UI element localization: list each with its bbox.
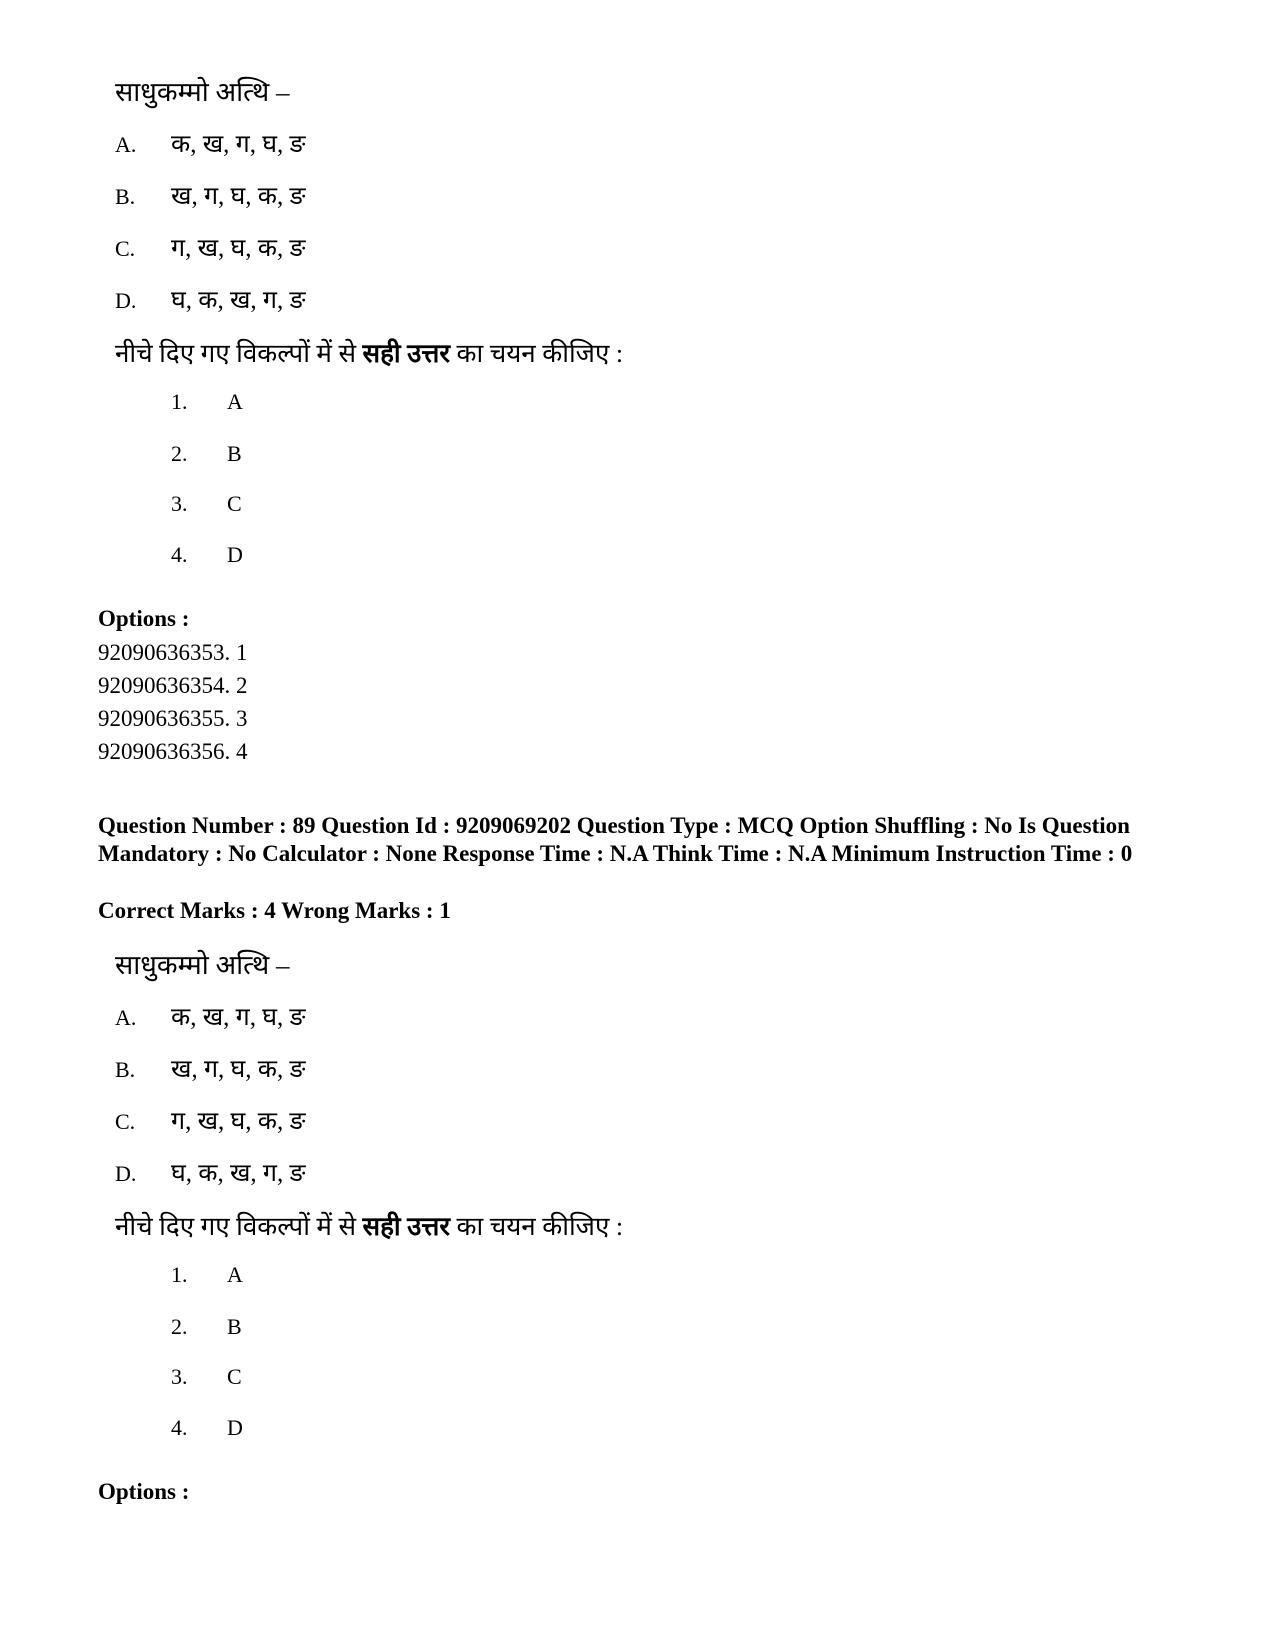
instruction-text: नीचे दिए गए विकल्पों में से सही उत्तर का चयन कीजिए : (115, 1212, 624, 1241)
answer-choice-4: 4. D (171, 1415, 243, 1440)
answer-choice-3: 3. C (171, 1364, 242, 1389)
question-stem: साधुकम्मो अत्थि – (115, 950, 290, 980)
option-id-3: 92090636355. 3 (98, 706, 248, 731)
sequence-option-c: C. ग, ख, घ, क, ङ (115, 1108, 306, 1135)
answer-choice-1: 1. A (171, 389, 243, 414)
sequence-option-d: D. घ, क, ख, ग, ङ (115, 1160, 306, 1187)
marks-info: Correct Marks : 4 Wrong Marks : 1 (98, 898, 451, 923)
answer-choice-2: 2. B (171, 1314, 242, 1339)
answer-choice-1: 1. A (171, 1262, 243, 1287)
answer-choice-4: 4. D (171, 542, 243, 567)
sequence-option-c: C. ग, ख, घ, क, ङ (115, 235, 306, 262)
sequence-option-a: A. क, ख, ग, घ, ङ (115, 131, 306, 158)
option-id-4: 92090636356. 4 (98, 739, 248, 764)
question-stem: साधुकम्मो अत्थि – (115, 77, 290, 107)
options-heading: Options : (98, 606, 190, 631)
instruction-text: नीचे दिए गए विकल्पों में से सही उत्तर का चयन कीजिए : (115, 339, 624, 368)
option-id-2: 92090636354. 2 (98, 673, 248, 698)
question-meta: Question Number : 89 Question Id : 9209069202 Question Type : MCQ Option Shuffling : No Is Question Mandatory : No Calculator : None Response Time : N.A Think Time : N.A Minimum Instruction Time : 0 (98, 813, 1133, 866)
option-id-1: 92090636353. 1 (98, 640, 248, 665)
answer-choice-2: 2. B (171, 441, 242, 466)
sequence-option-a: A. क, ख, ग, घ, ङ (115, 1004, 306, 1031)
answer-choice-3: 3. C (171, 491, 242, 516)
sequence-option-b: B. ख, ग, घ, क, ङ (115, 183, 306, 210)
sequence-option-b: B. ख, ग, घ, क, ङ (115, 1056, 306, 1083)
sequence-option-d: D. घ, क, ख, ग, ङ (115, 287, 306, 314)
options-heading: Options : (98, 1479, 190, 1504)
